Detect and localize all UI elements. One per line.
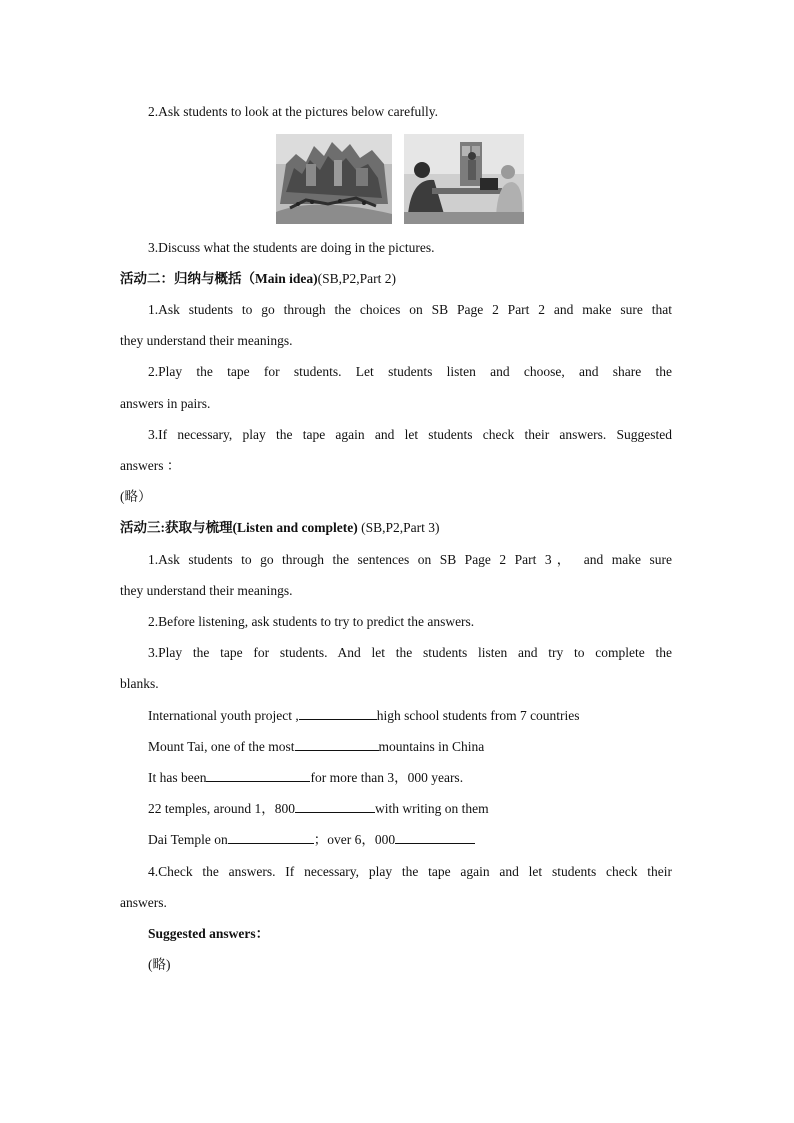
blank-line-4 [148,800,672,818]
blank3-field[interactable] [206,769,310,782]
blank-line-5 [148,831,672,849]
activity3-step1-line1: 1.Ask students to go through the sentences on SB Page 2 Part 3， and make sure [148,552,672,567]
activity3-step3-line2: blanks. [120,676,159,691]
activity2-step3-line1: 3.If necessary, play the tape again and let students check their answers. Suggested [148,427,672,442]
blank4-field[interactable] [295,800,375,813]
step-discuss-pictures: 3.Discuss what the students are doing in the pictures. [148,240,435,255]
activity2-ref: (SB,P2,Part 2) [317,271,397,286]
blank5-field-a[interactable] [228,831,314,844]
blank-line-3 [148,769,672,787]
activity2-step2-line1: 2.Play the tape for students. Let students listen and choose, and share the [148,364,672,379]
activity2-title: 活动二：归纳与概括（Main idea) [120,271,318,286]
blank1-after: high school students from 7 countries [376,708,580,723]
mount-tai-temple-photo [276,134,392,224]
activity3-step1-line2: they understand their meanings. [120,583,293,598]
blank4-after: with writing on them [374,801,489,816]
blank-line-1 [148,707,672,725]
activity2-step1-line1: 1.Ask students to go through the choices on SB Page 2 Part 2 and make sure that [148,302,672,317]
activity3-step4-line2: answers. [120,895,167,910]
blank4-before: 22 temples, around 1，800 [148,801,295,816]
step-look-pictures: 2.Ask students to look at the pictures below carefully. [148,104,439,119]
blank5-before: Dai Temple on [148,832,228,847]
activity2-step1-line2: they understand their meanings. [120,333,293,348]
activity2-step2-line2: answers in pairs. [120,396,211,411]
blank2-before: Mount Tai, one of the most [148,739,295,754]
blank2-field[interactable] [295,738,379,751]
classroom-presentation-photo [404,134,524,224]
activity3-heading [120,519,672,537]
suggested-answers-label: Suggested answers： [148,926,270,941]
blank5-field-b[interactable] [395,831,475,844]
blank3-before: It has been [148,770,207,785]
blank3-after: for more than 3，000 years. [310,770,464,785]
blank-line-2 [148,738,672,756]
activity3-step3-line1: 3.Play the tape for students. And let the students listen and try to complete the [148,645,672,660]
blank5-mid: ；over 6，000 [313,832,396,847]
blank2-after: mountains in China [378,739,485,754]
activity3-step2: 2.Before listening, ask students to try to predict the answers. [148,614,475,629]
blank1-before: International youth project , [148,708,299,723]
activity2-step3-line2: answers ： [120,458,181,473]
activity2-answers: (略） [120,489,152,504]
activity3-answers: (略) [148,957,171,972]
activity3-title: 活动三:获取与梳理(Listen and complete) [120,520,358,535]
blank1-field[interactable] [299,707,377,720]
activity3-step4-line1: 4.Check the answers. If necessary, play the tape again and let students check their [148,864,672,879]
pictures-row [276,134,524,226]
activity2-heading [120,270,672,288]
activity3-ref: (SB,P2,Part 3) [357,520,440,535]
